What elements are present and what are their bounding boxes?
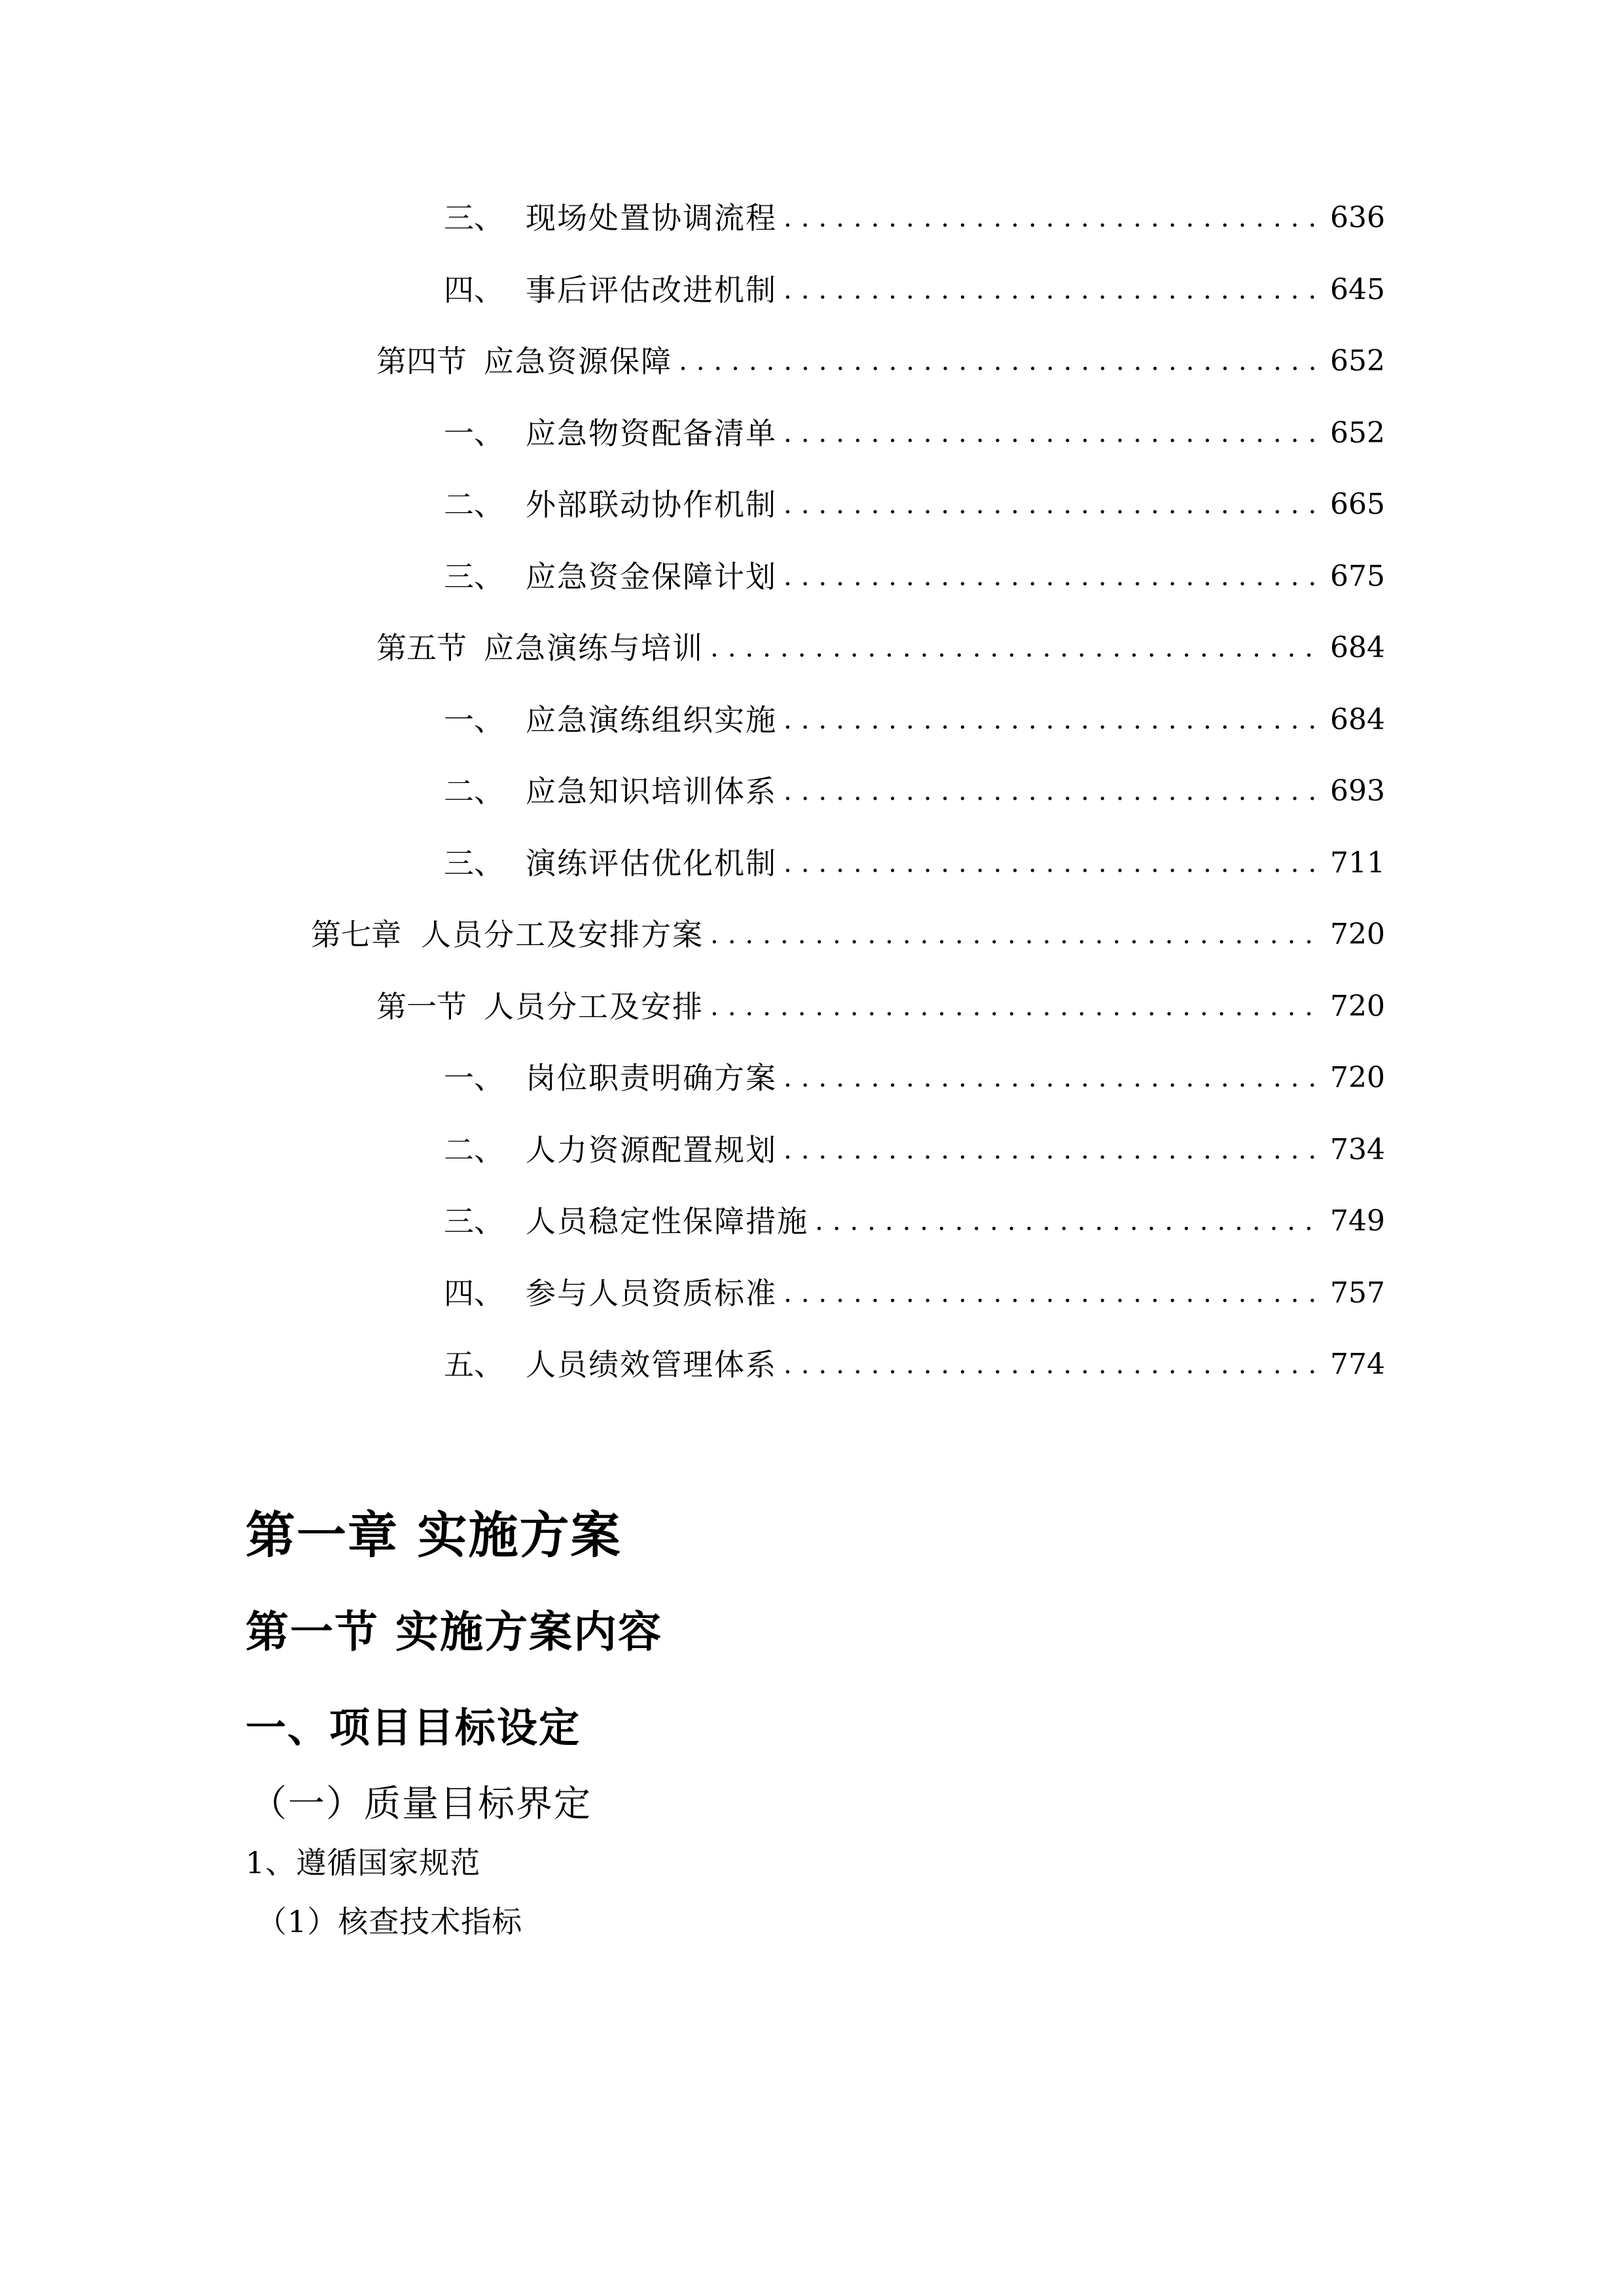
toc-entry-page: 734	[1330, 1133, 1385, 1166]
chapter-heading: 第一章 实施方案	[245, 1506, 622, 1564]
toc-leader-dots	[784, 1267, 1321, 1319]
toc-entry-number: 一、	[444, 416, 504, 451]
toc-entry-page: 684	[1330, 703, 1385, 736]
toc-entry-number: 三、	[444, 559, 504, 594]
toc-entry-title: 人员分工及安排	[484, 989, 704, 1024]
toc-entry-number: 二、	[444, 774, 504, 809]
toc-entry-title: 现场处置协调流程	[526, 200, 777, 236]
toc-entry-page: 652	[1330, 344, 1385, 378]
toc-leader-dots	[679, 335, 1321, 387]
subsection-heading: 一、项目目标设定	[245, 1704, 581, 1751]
toc-entry-title: 人力资源配置规划	[526, 1132, 777, 1168]
toc-entry-title: 参与人员资质标准	[526, 1276, 777, 1311]
toc-entry-number: 第一节	[376, 989, 467, 1024]
toc-entry[interactable]	[444, 478, 1385, 531]
toc-entry-page: 711	[1330, 846, 1385, 880]
toc-entry-page: 645	[1330, 273, 1385, 306]
toc-entry-number: 第五节	[376, 630, 467, 666]
toc-entry-title: 应急知识培训体系	[526, 774, 777, 809]
toc-entry[interactable]	[444, 1267, 1385, 1319]
toc-entry-page: 652	[1330, 416, 1385, 450]
section-heading: 第一节 实施方案内容	[245, 1607, 662, 1657]
toc-leader-dots	[784, 765, 1321, 817]
toc-leader-dots	[784, 1124, 1321, 1176]
toc-leader-dots	[784, 192, 1321, 244]
toc-entry-title: 人员绩效管理体系	[526, 1347, 777, 1382]
toc-entry[interactable]	[444, 1052, 1385, 1104]
toc-entry[interactable]	[444, 694, 1385, 746]
toc-entry-page: 720	[1330, 990, 1385, 1023]
toc-entry[interactable]	[444, 1195, 1385, 1247]
toc-entry-number: 三、	[444, 846, 504, 881]
toc-leader-dots	[784, 407, 1321, 459]
toc-entry-title: 人员稳定性保障措施	[526, 1204, 808, 1239]
toc-entry-page: 665	[1330, 488, 1385, 521]
toc-entry-page: 720	[1330, 1061, 1385, 1094]
toc-entry-number: 一、	[444, 1060, 504, 1096]
toc-entry-title: 外部联动协作机制	[526, 487, 777, 522]
toc-entry-number: 四、	[444, 1276, 504, 1311]
toc-entry-number: 二、	[444, 487, 504, 522]
toc-entry[interactable]	[444, 765, 1385, 817]
point-heading: 1、遵循国家规范	[245, 1845, 481, 1880]
toc-leader-dots	[784, 694, 1321, 746]
toc-entry[interactable]	[444, 192, 1385, 244]
toc-leader-dots	[784, 1052, 1321, 1104]
toc-leader-dots	[815, 1195, 1321, 1247]
toc-entry-number: 三、	[444, 1204, 504, 1239]
subpoint-heading: （1）核查技术指标	[257, 1904, 523, 1939]
toc-entry-page: 774	[1330, 1348, 1385, 1381]
toc-leader-dots	[710, 908, 1321, 961]
toc-leader-dots	[784, 264, 1321, 316]
toc-entry-page: 675	[1330, 560, 1385, 593]
toc-entry-title: 应急资源保障	[484, 344, 672, 379]
toc-entry-title: 演练评估优化机制	[526, 846, 777, 881]
toc-leader-dots	[784, 837, 1321, 889]
toc-entry-page: 684	[1330, 631, 1385, 664]
toc-entry-page: 757	[1330, 1276, 1385, 1310]
toc-entry[interactable]	[311, 908, 1385, 961]
toc-entry-title: 应急资金保障计划	[526, 559, 777, 594]
toc-leader-dots	[784, 478, 1321, 531]
toc-entry-number: 三、	[444, 200, 504, 236]
toc-entry[interactable]	[444, 1338, 1385, 1391]
toc-entry[interactable]	[376, 335, 1385, 387]
toc-entry-title: 事后评估改进机制	[526, 272, 777, 308]
toc-entry[interactable]	[444, 1124, 1385, 1176]
toc-entry-number: 一、	[444, 702, 504, 738]
item-heading: （一）质量目标界定	[250, 1783, 592, 1825]
toc-entry-title: 应急演练组织实施	[526, 702, 777, 738]
toc-entry-title: 应急演练与培训	[484, 630, 704, 666]
toc-entry[interactable]	[444, 837, 1385, 889]
toc-entry-number: 五、	[444, 1347, 504, 1382]
toc-entry[interactable]	[444, 264, 1385, 316]
toc-entry-number: 二、	[444, 1132, 504, 1168]
toc-entry-page: 720	[1330, 918, 1385, 951]
toc-entry-page: 749	[1330, 1204, 1385, 1238]
toc-entry[interactable]	[444, 407, 1385, 459]
toc-entry-title: 岗位职责明确方案	[526, 1060, 777, 1096]
toc-entry-page: 693	[1330, 774, 1385, 808]
toc-entry-number: 第四节	[376, 344, 467, 379]
toc-entry[interactable]	[376, 622, 1385, 674]
toc-leader-dots	[784, 550, 1321, 603]
toc-entry-number: 第七章	[311, 917, 401, 952]
toc-entry-title: 人员分工及安排方案	[421, 917, 704, 952]
toc-entry-title: 应急物资配备清单	[526, 416, 777, 451]
toc-leader-dots	[710, 622, 1321, 674]
toc-entry-page: 636	[1330, 201, 1385, 234]
toc-entry[interactable]	[444, 550, 1385, 603]
toc-entry-number: 四、	[444, 272, 504, 308]
toc-leader-dots	[710, 980, 1321, 1033]
toc-leader-dots	[784, 1338, 1321, 1391]
toc-entry[interactable]	[376, 980, 1385, 1033]
